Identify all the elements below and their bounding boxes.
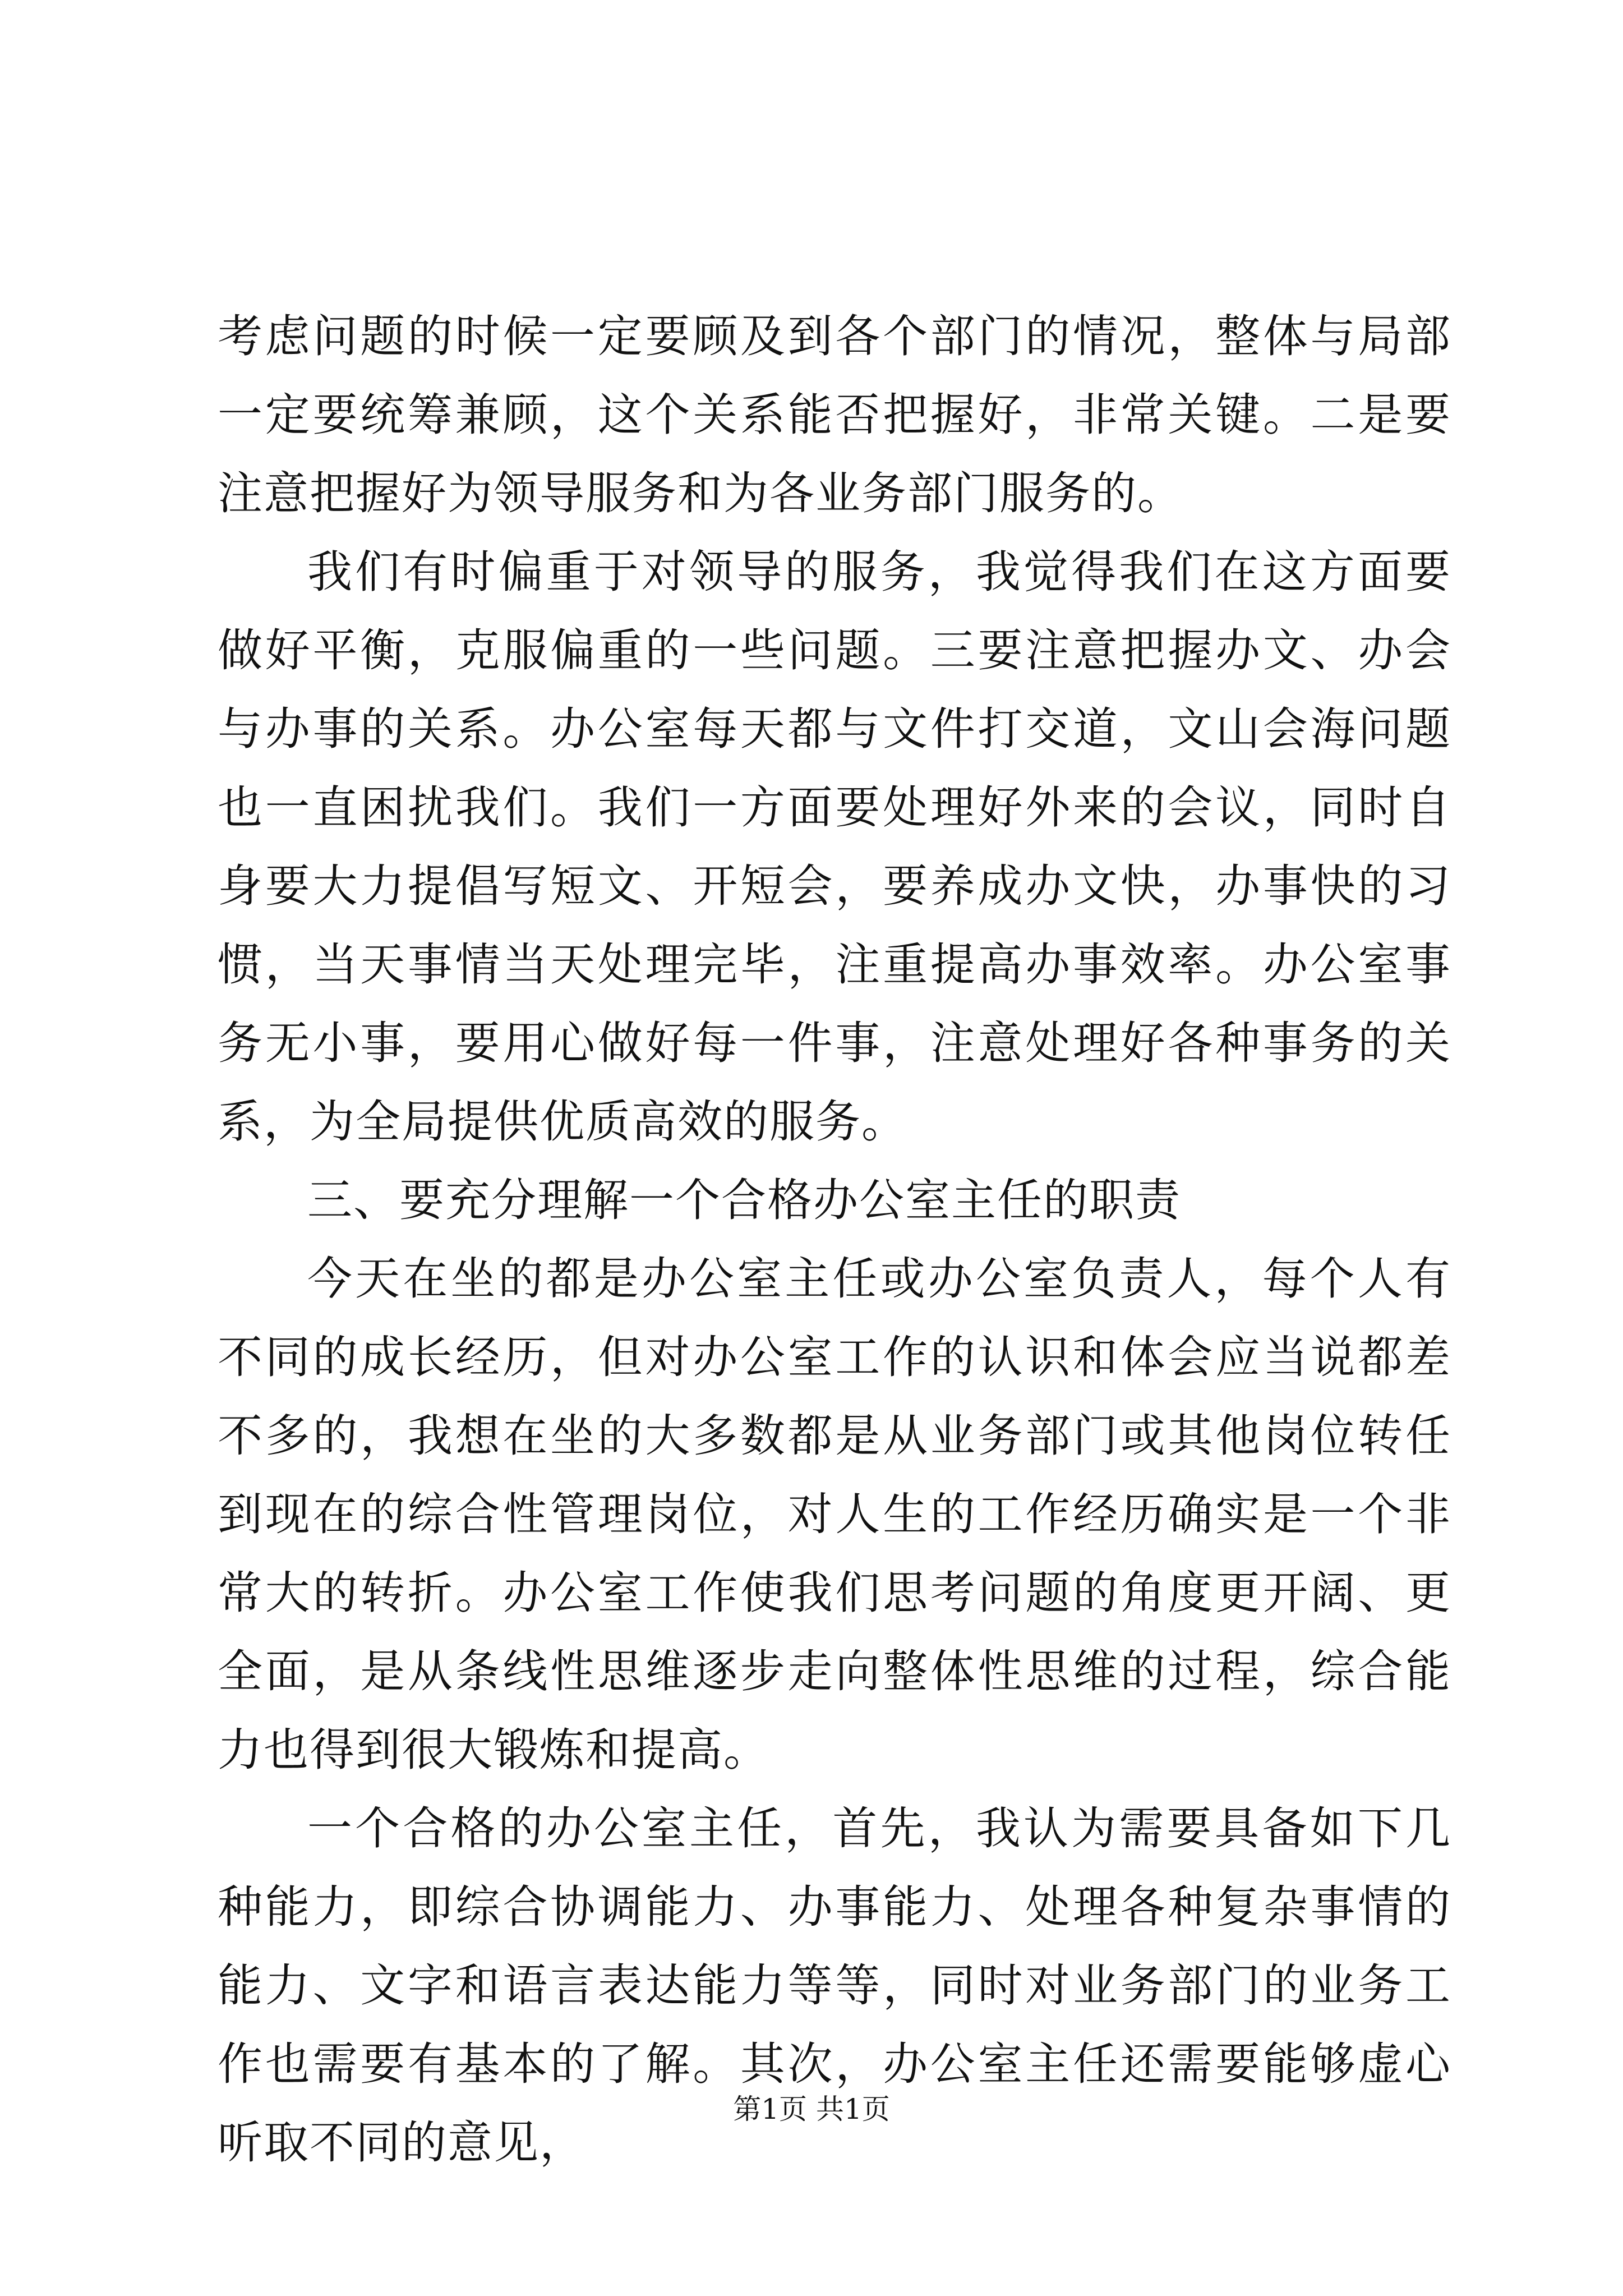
paragraph-2: 我们有时偏重于对领导的服务，我觉得我们在这方面要做好平衡，克服偏重的一些问题。三要注意把握办文、办会与办事的关系。办公室每天都与文件打交道，文山会海问题也一直困扰我们。我们一方面要处理好外来的会议，同时自身要大力提倡写短文、开短会，要养成办文快，办事快的习惯，当天事情当天处理完毕，注重提高办事效率。办公室事务无小事，要用心做好每一件事，注意处理好各种事务的关系，为全局提供优质高效的服务。 bbox=[218, 546, 1451, 1148]
paragraph-3: 今天在坐的都是办公室主任或办公室负责人，每个人有不同的成长经历，但对办公室工作的认识和体会应当说都差不多的，我想在坐的大多数都是从业务部门或其他岗位转任到现在的综合性管理岗位，对人生的工作经历确实是一个非常大的转折。办公室工作使我们思考问题的角度更开阔、更全面，是从条线性思维逐步走向整体性思维的过程，综合能力也得到很大锻炼和提高。 bbox=[218, 1253, 1451, 1776]
paragraph-1: 考虑问题的时候一定要顾及到各个部门的情况，整体与局部一定要统筹兼顾，这个关系能否把握好，非常关键。二是要注意把握好为领导服务和为各业务部门服务的。 bbox=[218, 310, 1451, 519]
page-number-footer: 第1页 共1页 bbox=[733, 2093, 890, 2125]
paragraph-4: 一个合格的办公室主任，首先，我认为需要具备如下几种能力，即综合协调能力、办事能力、处理各种复杂事情的能力、文字和语言表达能力等等，同时对业务部门的业务工作也需要有基本的了解。其次，办公室主任还需要能够虚心听取不同的意见， bbox=[218, 1802, 1451, 2169]
section-heading: 三、要充分理解一个合格办公室主任的职责 bbox=[307, 1174, 1181, 1226]
document-body bbox=[218, 297, 1451, 2182]
